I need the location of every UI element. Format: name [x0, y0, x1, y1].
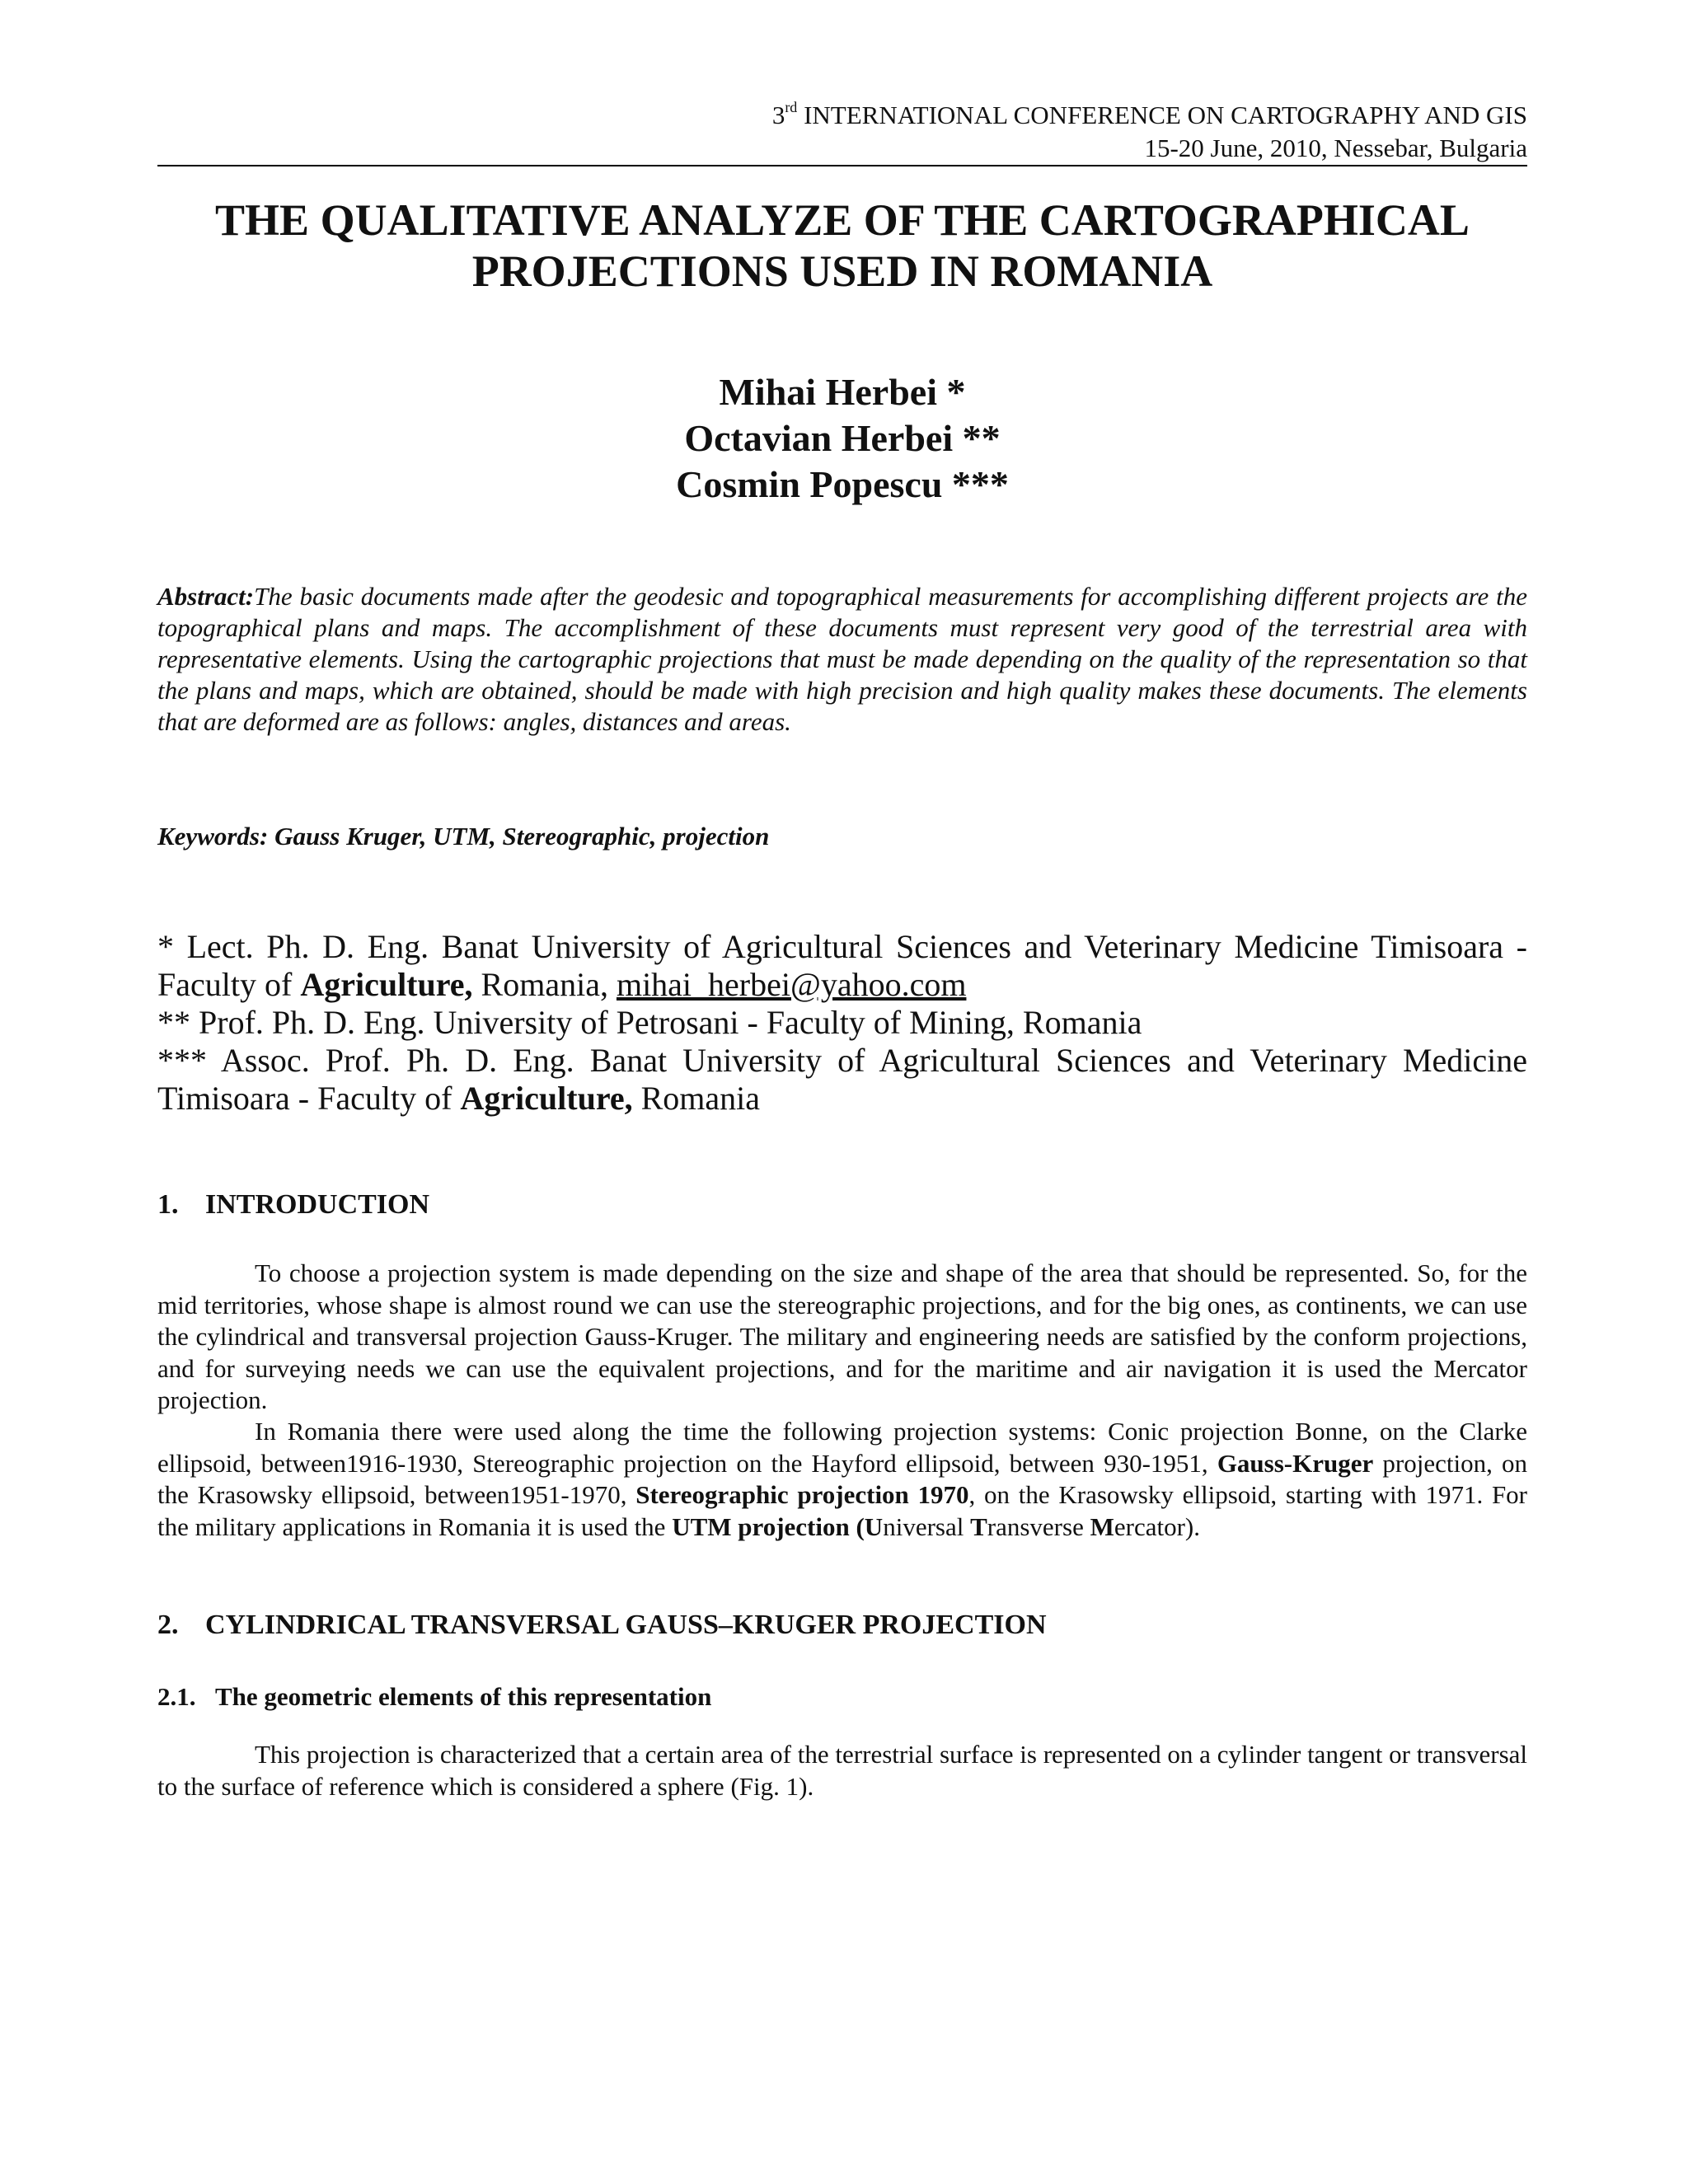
- introduction-paragraph-2: [157, 1416, 1527, 1543]
- emphasis-text: Stereographic projection 1970: [635, 1480, 969, 1509]
- affiliation-3: [157, 1042, 1527, 1118]
- conference-ordinal-suffix: rd: [785, 99, 798, 115]
- affiliation-3-text: *** Assoc. Prof. Ph. D. Eng. Banat University of Agricultural Sciences and Veterinary Medicine Timisoara - Faculty of: [157, 1042, 1527, 1117]
- abstract-text: The basic documents made after the geodesic and topographical measurements for accomplishing different projects are the topographical plans and maps. The accomplishment of these documents must represent very good of the terrestrial area with representative elements. Using the cartographic projections that must be made depending on the quality of the representation so that the plans and maps, which are obtained, should be made with high precision and high quality makes these documents. The elements that are deformed are as follows: angles, distances and areas.: [157, 582, 1527, 736]
- affiliation-1-country: Romania,: [472, 966, 617, 1003]
- section-heading-introduction: [157, 1188, 429, 1221]
- running-header: [157, 99, 1527, 165]
- section-title: CYLINDRICAL TRANSVERSAL GAUSS–KRUGER PROJECTION: [205, 1610, 1047, 1640]
- paragraph-text: ransverse: [987, 1511, 1090, 1541]
- paragraph-text: niversal: [883, 1511, 971, 1541]
- subsection-title: The geometric elements of this representation: [215, 1682, 712, 1711]
- emphasis-text: Gauss-Kruger: [1217, 1448, 1374, 1478]
- affiliation-2: ** Prof. Ph. D. Eng. University of Petrosani - Faculty of Mining, Romania: [157, 1004, 1142, 1041]
- abstract: [157, 581, 1527, 738]
- abstract-label: Abstract:: [157, 582, 255, 611]
- author-email-link[interactable]: mihai_herbei@yahoo.com: [616, 966, 967, 1003]
- author-list: [157, 369, 1527, 508]
- affiliation-1-text: * Lect. Ph. D. Eng. Banat University of Agricultural Sciences and Veterinary Medicine Timisoara - Faculty of: [157, 928, 1527, 1003]
- keywords: Keywords: Gauss Kruger, UTM, Stereographic, projection: [157, 822, 770, 851]
- emphasis-text: M: [1090, 1511, 1114, 1541]
- section-title: INTRODUCTION: [205, 1189, 430, 1220]
- conference-ordinal: 3: [771, 101, 785, 129]
- emphasis-text: T: [970, 1511, 987, 1541]
- section-heading-gauss-kruger: [157, 1609, 1047, 1642]
- introduction-paragraph-1: To choose a projection system is made depending on the size and shape of the area that should be represented. So, for the mid territories, whose shape is almost round we can use the stereographic projections, and for the big ones, as continents, we can use the cylindrical and transversal projection Gauss-Kruger. The military and engineering needs are satisfied by the conform projections, and for surveying needs we can use the equivalent projections, and for the maritime and air navigation it is used the Mercator projection.: [157, 1258, 1527, 1414]
- paragraph-text: , on the Krasowsky ellipsoid, starting with 1971. For the military applications in Romania it is used the: [157, 1480, 1528, 1541]
- section-number: 1.: [157, 1189, 179, 1220]
- emphasis-text: UTM projection (U: [672, 1511, 884, 1541]
- paper-title-line-1: THE QUALITATIVE ANALYZE OF THE CARTOGRAPHICAL: [215, 195, 1470, 245]
- affiliation-3-country: Romania: [632, 1080, 761, 1117]
- affiliation-1: [157, 928, 1527, 1004]
- section-number: 2.: [157, 1610, 179, 1640]
- author-1: Mihai Herbei *: [719, 371, 966, 413]
- subsection-number: 2.1.: [157, 1682, 196, 1711]
- affiliation-1-faculty: Agriculture,: [300, 966, 473, 1003]
- affiliation-3-faculty: Agriculture,: [460, 1080, 633, 1117]
- paragraph-text: ercator).: [1114, 1511, 1200, 1541]
- paper-title-line-2: PROJECTIONS USED IN ROMANIA: [471, 246, 1213, 296]
- gauss-kruger-paragraph-1: This projection is characterized that a certain area of the terrestrial surface is represented on a cylinder tangent or transversal to the surface of reference which is considered a sphere (Fig. 1).: [157, 1740, 1527, 1801]
- author-3: Cosmin Popescu ***: [676, 463, 1009, 505]
- subsection-heading-geometric-elements: [157, 1681, 711, 1713]
- conference-name: [157, 99, 1527, 132]
- conference-title: INTERNATIONAL CONFERENCE ON CARTOGRAPHY AND GIS: [797, 101, 1527, 129]
- header-divider: [157, 165, 1527, 166]
- conference-date-place: 15-20 June, 2010, Nessebar, Bulgaria: [1144, 134, 1527, 162]
- paper-title: [157, 194, 1527, 297]
- paragraph-text: projection, on the Krasowsky ellipsoid, between1951-1970,: [157, 1448, 1527, 1509]
- paragraph-text: In Romania there were used along the time the following projection systems: Conic projection Bonne, on the Clarke ellipsoid, between1916-1930, Stereographic projection on the Hayford ellipsoid, between 930-1951,: [157, 1417, 1527, 1478]
- author-2: Octavian Herbei **: [684, 417, 1001, 459]
